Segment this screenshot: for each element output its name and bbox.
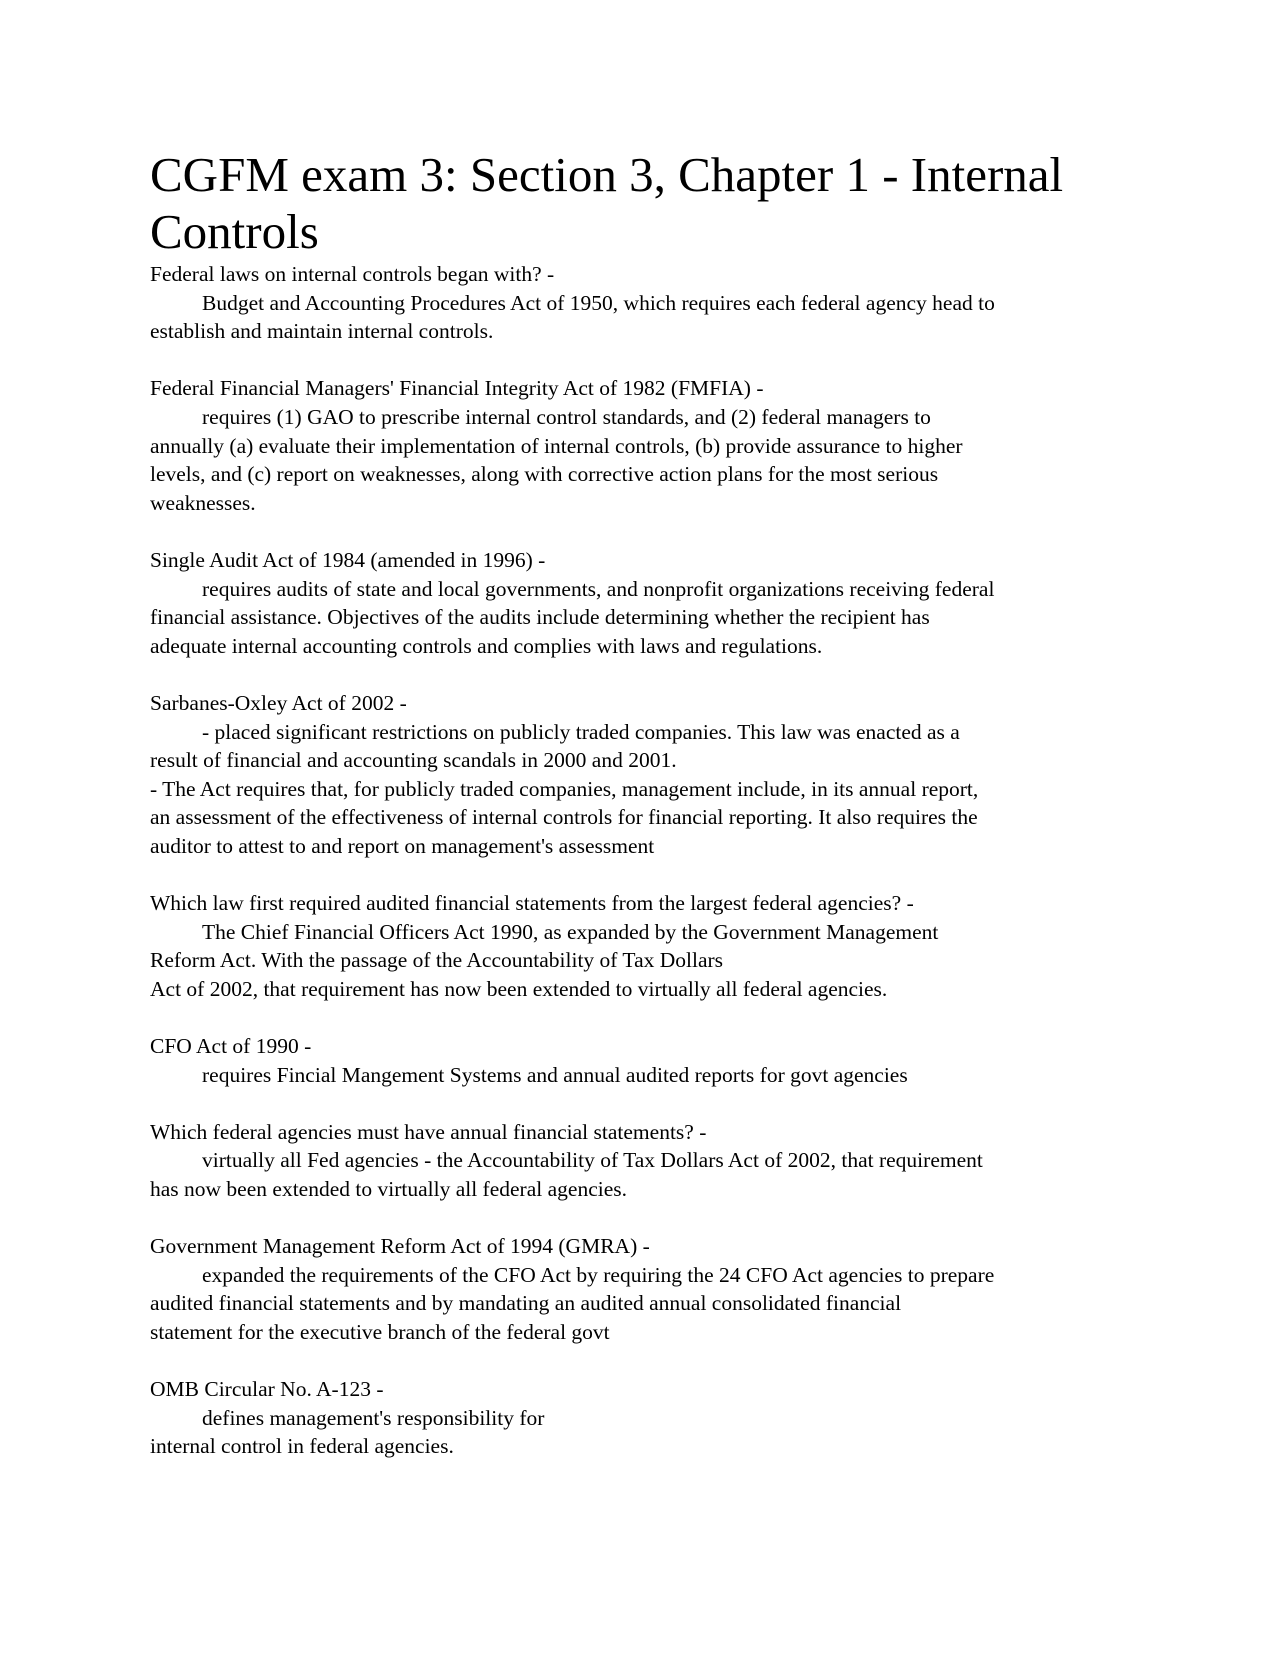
entry-definition-line: audited financial statements and by mandating an audited annual consolidated financial — [150, 1291, 902, 1316]
entry-definition-line: The Chief Financial Officers Act 1990, as expanded by the Government Management — [202, 919, 939, 944]
entry-term: Which law first required audited financial statements from the largest federal agencies? - — [150, 891, 914, 916]
entry-definition-line: Reform Act. With the passage of the Accountability of Tax Dollars — [150, 948, 724, 973]
entry-term: Single Audit Act of 1984 (amended in 1996) - — [150, 547, 546, 572]
entry-definition-line: financial assistance. Objectives of the audits include determining whether the recipient has — [150, 605, 930, 630]
entry-6 — [150, 1032, 1150, 1089]
entry-term: Federal Financial Managers' Financial Integrity Act of 1982 (FMFIA) - — [150, 376, 764, 401]
entry-term: Government Management Reform Act of 1994 (GMRA) - — [150, 1234, 650, 1259]
document-page — [150, 146, 1150, 1490]
entry-5 — [150, 889, 1150, 1003]
entry-definition-line: result of financial and accounting scandals in 2000 and 2001. — [150, 748, 677, 773]
entry-definition-line: an assessment of the effectiveness of internal controls for financial reporting. It also requires the — [150, 805, 978, 830]
entry-definition-line: - The Act requires that, for publicly traded companies, management include, in its annual report, — [150, 776, 979, 801]
entry-8 — [150, 1232, 1150, 1346]
entry-definition-line: virtually all Fed agencies - the Accountability of Tax Dollars Act of 2002, that requirement — [202, 1148, 983, 1173]
entry-7 — [150, 1118, 1150, 1204]
entry-definition-line: requires audits of state and local governments, and nonprofit organizations receiving federal — [202, 576, 995, 601]
entry-definition-line: defines management's responsibility for — [202, 1405, 545, 1430]
document-title: CGFM exam 3: Section 3, Chapter 1 - Internal Controls — [150, 147, 1064, 259]
entry-definition-line: adequate internal accounting controls and complies with laws and regulations. — [150, 633, 823, 658]
entry-definition-line: requires (1) GAO to prescribe internal control standards, and (2) federal managers to — [202, 404, 931, 429]
entry-term: CFO Act of 1990 - — [150, 1034, 312, 1059]
entry-definition-line: requires Fincial Mangement Systems and annual audited reports for govt agencies — [202, 1062, 908, 1087]
entry-definition-line: - placed significant restrictions on publicly traded companies. This law was enacted as a — [202, 719, 960, 744]
entry-definition-line: auditor to attest to and report on management's assessment — [150, 833, 655, 858]
entry-definition-line: levels, and (c) report on weaknesses, along with corrective action plans for the most serious — [150, 462, 939, 487]
entry-2 — [150, 374, 1150, 517]
entry-definition-line: annually (a) evaluate their implementation of internal controls, (b) provide assurance to higher — [150, 433, 963, 458]
entry-definition-line: establish and maintain internal controls. — [150, 319, 494, 344]
entry-1 — [150, 260, 1150, 346]
entry-definition-line: internal control in federal agencies. — [150, 1434, 454, 1459]
entry-definition-line: weaknesses. — [150, 490, 256, 515]
entry-4 — [150, 689, 1150, 861]
entry-3 — [150, 546, 1150, 660]
entry-definition-line: has now been extended to virtually all federal agencies. — [150, 1177, 627, 1201]
entry-definition-line: Act of 2002, that requirement has now been extended to virtually all federal agencies. — [150, 976, 888, 1001]
entry-term: Sarbanes-Oxley Act of 2002 - — [150, 690, 407, 715]
entry-definition-line: statement for the executive branch of the federal govt — [150, 1319, 610, 1344]
entry-9 — [150, 1375, 1150, 1461]
entry-term: Federal laws on internal controls began with? - — [150, 262, 555, 286]
entry-definition-line: Budget and Accounting Procedures Act of 1950, which requires each federal agency head to — [202, 290, 995, 315]
entry-term: Which federal agencies must have annual financial statements? - — [150, 1119, 707, 1144]
entry-definition-line: expanded the requirements of the CFO Act by requiring the 24 CFO Act agencies to prepare — [202, 1262, 995, 1287]
entry-term: OMB Circular No. A-123 - — [150, 1377, 384, 1402]
